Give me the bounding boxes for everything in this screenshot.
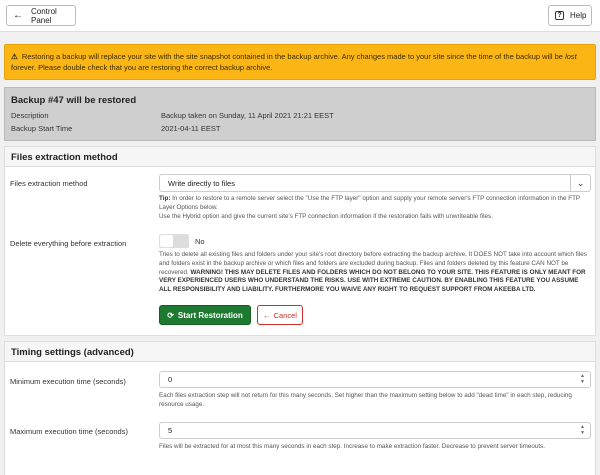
start-time-value: 2021-04-11 EEST	[161, 124, 221, 133]
files-extraction-header: Files extraction method	[5, 147, 595, 167]
delete-everything-help	[159, 251, 591, 295]
timing-settings-card	[4, 341, 596, 475]
toolbar	[0, 0, 600, 32]
tip-label: Tip:	[159, 195, 171, 202]
warning-text-1: Restoring a backup will replace your site with the site snapshot contained in the backup archive. Any changes made to your site since the time of the backup will be	[21, 52, 566, 61]
max-execution-help: Files will be extracted for at most this many seconds in each step. Increase to make extraction faster. Decrease to prevent server timeouts.	[159, 443, 546, 450]
spinner-arrows-icon[interactable]: ▲ ▼	[580, 373, 585, 385]
cancel-button[interactable]	[257, 305, 303, 325]
backup-title: Backup #47 will be restored	[11, 95, 137, 106]
start-time-label: Backup Start Time	[11, 124, 73, 133]
spinner-arrows-icon[interactable]: ▲ ▼	[580, 424, 585, 436]
timing-settings-header: Timing settings (advanced)	[5, 342, 595, 362]
start-restoration-label: Start Restoration	[177, 310, 243, 320]
tip-text-1: In order to restore to a remote server select the "Use the FTP layer" option and supply your remote server's FTP connection information in the FTP Layer Options below.	[159, 195, 580, 211]
delete-everything-label: Delete everything before extraction	[10, 239, 127, 248]
min-execution-label: Minimum execution time (seconds)	[10, 377, 126, 386]
description-label: Description	[11, 111, 49, 120]
min-execution-value: 0	[168, 375, 173, 384]
help-label: Help	[570, 11, 587, 20]
extraction-method-value: Write directly to files	[168, 179, 235, 188]
backup-info-panel	[4, 87, 596, 141]
control-panel-label: Control Panel	[31, 6, 57, 25]
help-button[interactable]	[548, 5, 592, 26]
cancel-label: Cancel	[273, 310, 297, 320]
delete-everything-value: No	[195, 237, 205, 246]
history-icon: ⟳	[167, 310, 174, 320]
warning-text-2: forever. Please double check that you are restoring the correct backup archive.	[11, 62, 273, 72]
warning-icon: ⚠	[11, 52, 18, 61]
delete-everything-toggle[interactable]	[159, 234, 189, 248]
chevron-down-icon: ⌄	[570, 175, 590, 191]
delete-help-text: Tries to delete all existing files and folders under your site's root directory before extracting the backup archive. It DOES NOT take into account which files and folders exist in the backup archive or which files and folders are excluded during backup. Files and folders deleted by this feature CAN NOT be recovered.	[159, 251, 587, 276]
min-execution-help: Each files extraction step will not return for this many seconds. Set higher than the maximum setting below to add "dead time" in each step, reducing resource usage.	[159, 392, 572, 408]
extraction-method-help	[159, 195, 591, 221]
description-row	[11, 111, 334, 120]
description-value: Backup taken on Sunday, 11 April 2021 21:21 EEST	[161, 111, 334, 120]
max-execution-value: 5	[168, 426, 173, 435]
arrow-left-icon: ←	[13, 10, 23, 21]
delete-help-warning: WARNING! THIS MAY DELETE FILES AND FOLDERS WHICH DO NOT BELONG TO YOUR SITE. THIS FEATURE IS ONLY MEANT FOR VERY EXPERIENCED USERS WHO UNDERSTAND THE RISKS. USE WITH EXTREME CAUTION. BY ENABLING THIS FEATURE YOU ASSUME ALL RESPONSIBILITY AND LIABILITY. FURTHERMORE YOU WAIVE ANY RIGHT TO REQUEST SUPPORT FROM AKEEBA LTD.	[159, 268, 586, 294]
question-icon: ?	[555, 11, 564, 20]
toggle-knob	[160, 235, 173, 247]
extraction-method-label: Files extraction method	[10, 179, 88, 188]
warning-text-lost: lost	[565, 52, 577, 61]
start-restoration-button[interactable]	[159, 305, 251, 325]
max-execution-input[interactable]	[159, 422, 591, 439]
control-panel-button[interactable]	[6, 5, 76, 26]
files-extraction-card	[4, 146, 596, 336]
start-time-row	[11, 124, 221, 133]
restore-warning	[4, 44, 596, 80]
arrow-left-icon: ←	[263, 310, 271, 320]
min-execution-input[interactable]	[159, 371, 591, 388]
max-execution-label: Maximum execution time (seconds)	[10, 427, 128, 436]
extraction-method-select[interactable]	[159, 174, 591, 192]
tip-text-2: Use the Hybrid option and give the current site's FTP connection information if the restoration fails with unwriteable files.	[159, 212, 493, 220]
